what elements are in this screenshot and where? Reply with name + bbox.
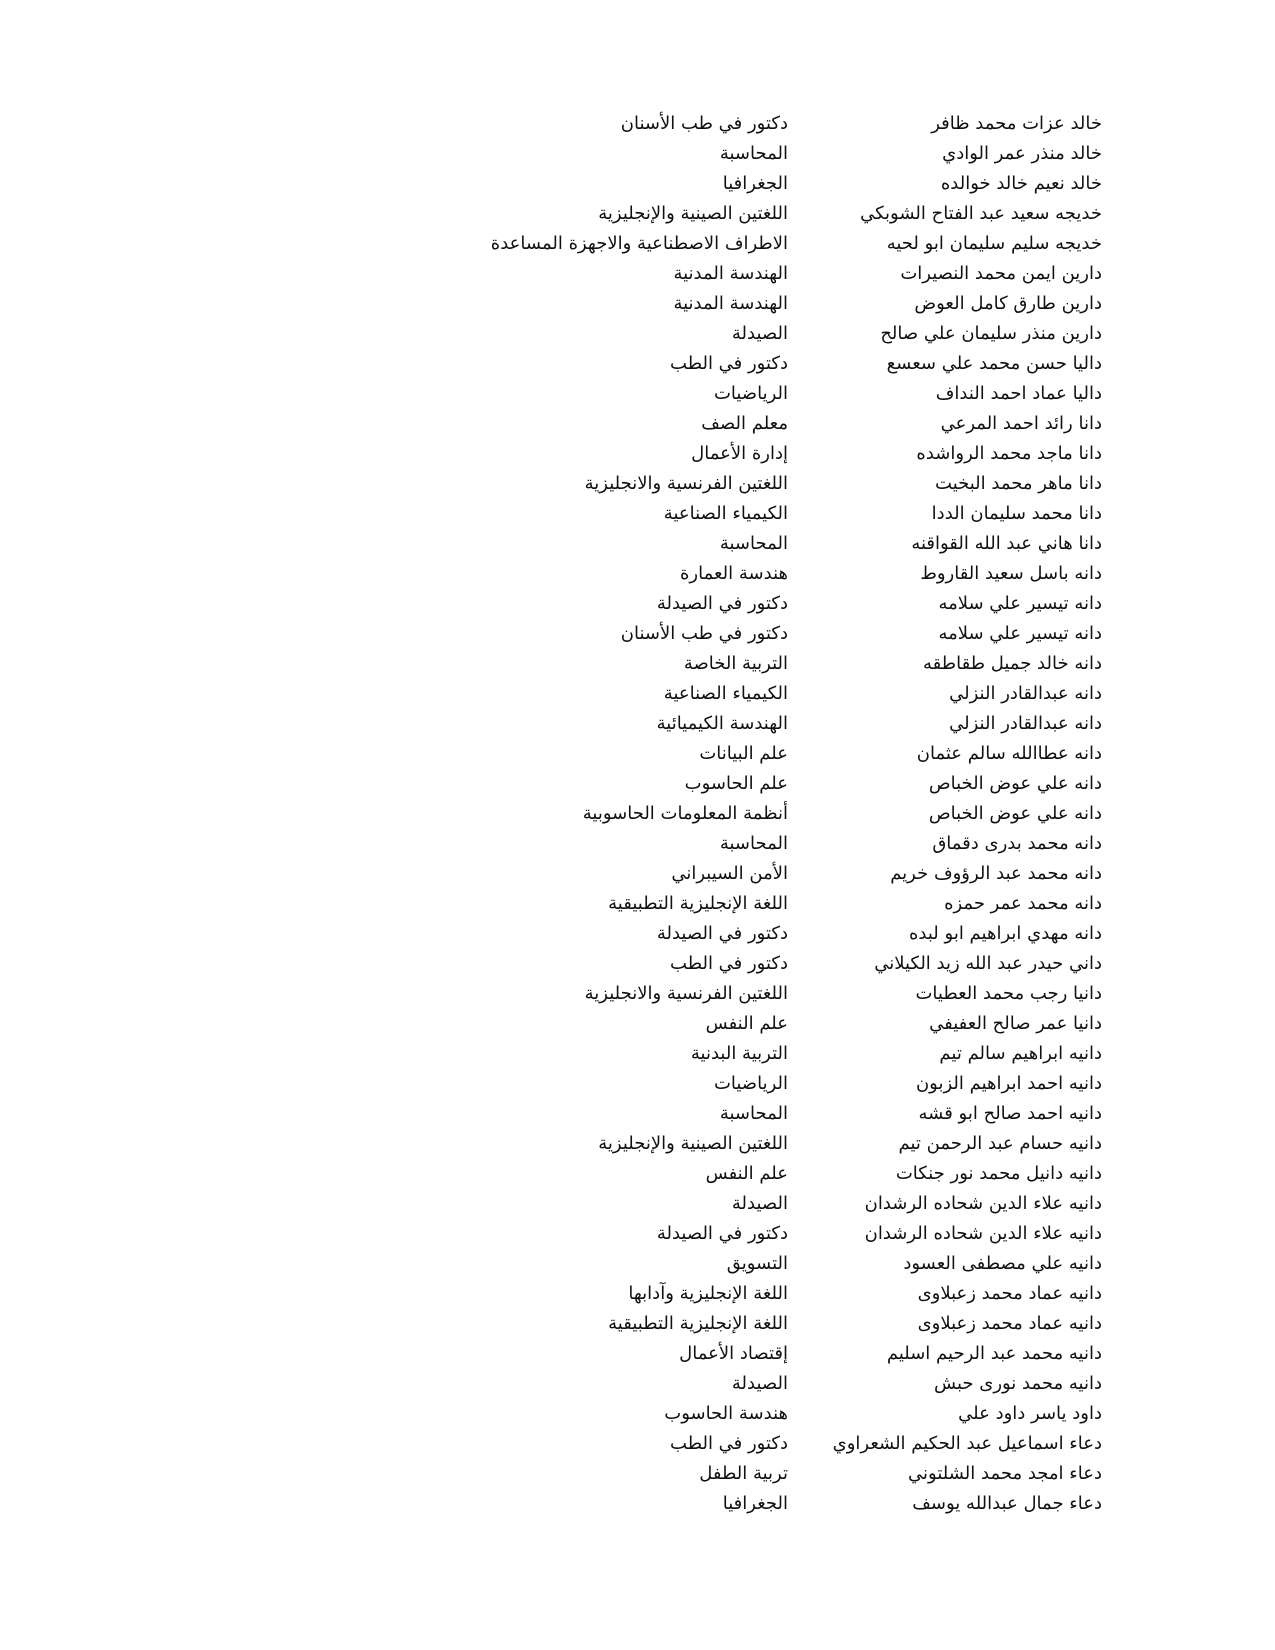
major-name: إدارة الأعمال [691, 443, 788, 464]
list-item [0, 1282, 1275, 1312]
major-name: المحاسبة [719, 833, 788, 854]
student-name: دانيه علاء الدين شحاده الرشدان [864, 1223, 1102, 1244]
major-name: اللغتين الفرنسية والانجليزية [584, 983, 788, 1004]
student-name: دانه عبدالقادر النزلي [949, 713, 1102, 734]
major-name: الهندسة المدنية [673, 293, 788, 314]
major-name: أنظمة المعلومات الحاسوبية [582, 803, 788, 824]
student-name: دانه محمد عبد الرؤوف خريم [890, 863, 1102, 884]
student-name: دانا ماجد محمد الرواشده [916, 443, 1102, 464]
list-item [0, 862, 1275, 892]
major-name: الهندسة الكيميائية [656, 713, 788, 734]
major-name: الاطراف الاصطناعية والاجهزة المساعدة [490, 233, 788, 254]
student-name: دانيه محمد عبد الرحيم اسليم [886, 1343, 1102, 1364]
student-name: دارين ايمن محمد النصيرات [900, 263, 1102, 284]
student-name: دانه تيسير علي سلامه [938, 623, 1102, 644]
major-name: علم النفس [705, 1163, 788, 1184]
student-name: دانه خالد جميل طقاطقه [923, 653, 1102, 674]
student-name: دانيه ابراهيم سالم تيم [939, 1043, 1102, 1064]
student-name: خالد عزات محمد ظافر [931, 113, 1102, 134]
list-item [0, 1132, 1275, 1162]
list-item [0, 1402, 1275, 1432]
student-name: دانه علي عوض الخباص [928, 773, 1102, 794]
student-name: دانا رائد احمد المرعي [940, 413, 1102, 434]
major-name: دكتور في الصيدلة [656, 1223, 788, 1244]
student-name: خالد منذر عمر الوادي [942, 143, 1102, 164]
student-name: دانيا رجب محمد العطيات [915, 983, 1102, 1004]
list-item [0, 1102, 1275, 1132]
list-item [0, 382, 1275, 412]
student-name: دانيه احمد ابراهيم الزبون [915, 1073, 1102, 1094]
major-name: دكتور في الصيدلة [656, 593, 788, 614]
list-item [0, 952, 1275, 982]
major-name: الجغرافيا [722, 173, 788, 194]
list-item [0, 1072, 1275, 1102]
student-name: دانه عبدالقادر النزلي [949, 683, 1102, 704]
list-item [0, 652, 1275, 682]
list-item [0, 1492, 1275, 1522]
student-name: دانه عطاالله سالم عثمان [916, 743, 1102, 764]
major-name: تربية الطفل [699, 1463, 788, 1484]
student-name: داني حيدر عبد الله زيد الكيلاني [874, 953, 1102, 974]
student-name: دانيه محمد نورى حبش [934, 1373, 1102, 1394]
major-name: الكيمياء الصناعية [663, 683, 788, 704]
major-name: المحاسبة [719, 1103, 788, 1124]
list-item [0, 352, 1275, 382]
major-name: إقتصاد الأعمال [679, 1343, 788, 1364]
graduates-list [0, 112, 1275, 1522]
student-name: دعاء اسماعيل عبد الحكيم الشعراوي [832, 1433, 1102, 1454]
major-name: الكيمياء الصناعية [663, 503, 788, 524]
student-name: دانيا عمر صالح العفيفي [929, 1013, 1102, 1034]
student-name: دانا هاني عبد الله القواقنه [911, 533, 1102, 554]
student-name: دانه مهدي ابراهيم ابو لبده [909, 923, 1102, 944]
major-name: التربية الخاصة [683, 653, 788, 674]
student-name: دارين طارق كامل العوض [914, 293, 1102, 314]
list-item [0, 532, 1275, 562]
list-item [0, 1042, 1275, 1072]
major-name: دكتور في الطب [670, 953, 788, 974]
list-item [0, 442, 1275, 472]
list-item [0, 1192, 1275, 1222]
major-name: التسويق [726, 1253, 788, 1274]
list-item [0, 1372, 1275, 1402]
major-name: دكتور في الصيدلة [656, 923, 788, 944]
student-name: داود ياسر داود علي [958, 1403, 1102, 1424]
major-name: المحاسبة [719, 143, 788, 164]
student-name: دانيه علي مصطفى العسود [903, 1253, 1102, 1274]
student-name: دانيه علاء الدين شحاده الرشدان [864, 1193, 1102, 1214]
list-item [0, 562, 1275, 592]
list-item [0, 1312, 1275, 1342]
list-item [0, 892, 1275, 922]
list-item [0, 772, 1275, 802]
list-item [0, 1432, 1275, 1462]
student-name: دانيه احمد صالح ابو قشه [918, 1103, 1102, 1124]
student-name: دانا محمد سليمان الددا [931, 503, 1102, 524]
major-name: الرياضيات [713, 1073, 788, 1094]
student-name: دانه علي عوض الخباص [928, 803, 1102, 824]
list-item [0, 112, 1275, 142]
major-name: التربية البدنية [690, 1043, 788, 1064]
major-name: الصيدلة [731, 1373, 788, 1394]
list-item [0, 1252, 1275, 1282]
student-name: دانه محمد بدرى دقماق [932, 833, 1102, 854]
major-name: هندسة العمارة [679, 563, 788, 584]
list-item [0, 142, 1275, 172]
list-item [0, 412, 1275, 442]
major-name: المحاسبة [719, 533, 788, 554]
list-item [0, 1462, 1275, 1492]
major-name: علم النفس [705, 1013, 788, 1034]
list-item [0, 682, 1275, 712]
major-name: دكتور في طب الأسنان [620, 623, 788, 644]
student-name: دعاء امجد محمد الشلتوني [908, 1463, 1102, 1484]
list-item [0, 1342, 1275, 1372]
student-name: دانيه عماد محمد زعبلاوى [917, 1283, 1102, 1304]
student-name: دانه باسل سعيد القاروط [920, 563, 1102, 584]
major-name: اللغتين الصينية والإنجليزية [598, 203, 788, 224]
list-item [0, 232, 1275, 262]
list-item [0, 982, 1275, 1012]
list-item [0, 262, 1275, 292]
list-item [0, 622, 1275, 652]
major-name: اللغتين الصينية والإنجليزية [598, 1133, 788, 1154]
major-name: اللغة الإنجليزية وآدابها [628, 1283, 788, 1304]
student-name: داليا حسن محمد علي سعسع [886, 353, 1102, 374]
student-name: خالد نعيم خالد خوالده [940, 173, 1102, 194]
major-name: الهندسة المدنية [673, 263, 788, 284]
list-item [0, 832, 1275, 862]
major-name: دكتور في طب الأسنان [620, 113, 788, 134]
list-item [0, 292, 1275, 322]
major-name: معلم الصف [701, 413, 788, 434]
list-item [0, 502, 1275, 532]
major-name: دكتور في الطب [670, 353, 788, 374]
student-name: دانيه دانيل محمد نور جنكات [895, 1163, 1102, 1184]
list-item [0, 1012, 1275, 1042]
list-item [0, 742, 1275, 772]
list-item [0, 472, 1275, 502]
student-name: دارين منذر سليمان علي صالح [880, 323, 1102, 344]
list-item [0, 592, 1275, 622]
list-item [0, 802, 1275, 832]
major-name: علم البيانات [699, 743, 788, 764]
list-item [0, 322, 1275, 352]
major-name: اللغتين الفرنسية والانجليزية [584, 473, 788, 494]
student-name: خديجه سليم سليمان ابو لحيه [886, 233, 1102, 254]
list-item [0, 1162, 1275, 1192]
major-name: الجغرافيا [722, 1493, 788, 1514]
student-name: خديجه سعيد عبد الفتاح الشوبكي [860, 203, 1102, 224]
major-name: اللغة الإنجليزية التطبيقية [608, 1313, 788, 1334]
list-item [0, 922, 1275, 952]
major-name: الرياضيات [713, 383, 788, 404]
student-name: دانيه حسام عبد الرحمن تيم [898, 1133, 1102, 1154]
major-name: اللغة الإنجليزية التطبيقية [608, 893, 788, 914]
student-name: دانه تيسير علي سلامه [938, 593, 1102, 614]
list-item [0, 712, 1275, 742]
major-name: الأمن السيبراني [671, 863, 788, 884]
major-name: هندسة الحاسوب [664, 1403, 788, 1424]
student-name: دانيه عماد محمد زعبلاوى [917, 1313, 1102, 1334]
student-name: دانه محمد عمر حمزه [944, 893, 1102, 914]
list-item [0, 1222, 1275, 1252]
student-name: دعاء جمال عبدالله يوسف [912, 1493, 1102, 1514]
list-item [0, 202, 1275, 232]
major-name: الصيدلة [731, 323, 788, 344]
list-item [0, 172, 1275, 202]
student-name: دانا ماهر محمد البخيت [935, 473, 1102, 494]
major-name: دكتور في الطب [670, 1433, 788, 1454]
major-name: علم الحاسوب [684, 773, 788, 794]
student-name: داليا عماد احمد النداف [935, 383, 1102, 404]
major-name: الصيدلة [731, 1193, 788, 1214]
